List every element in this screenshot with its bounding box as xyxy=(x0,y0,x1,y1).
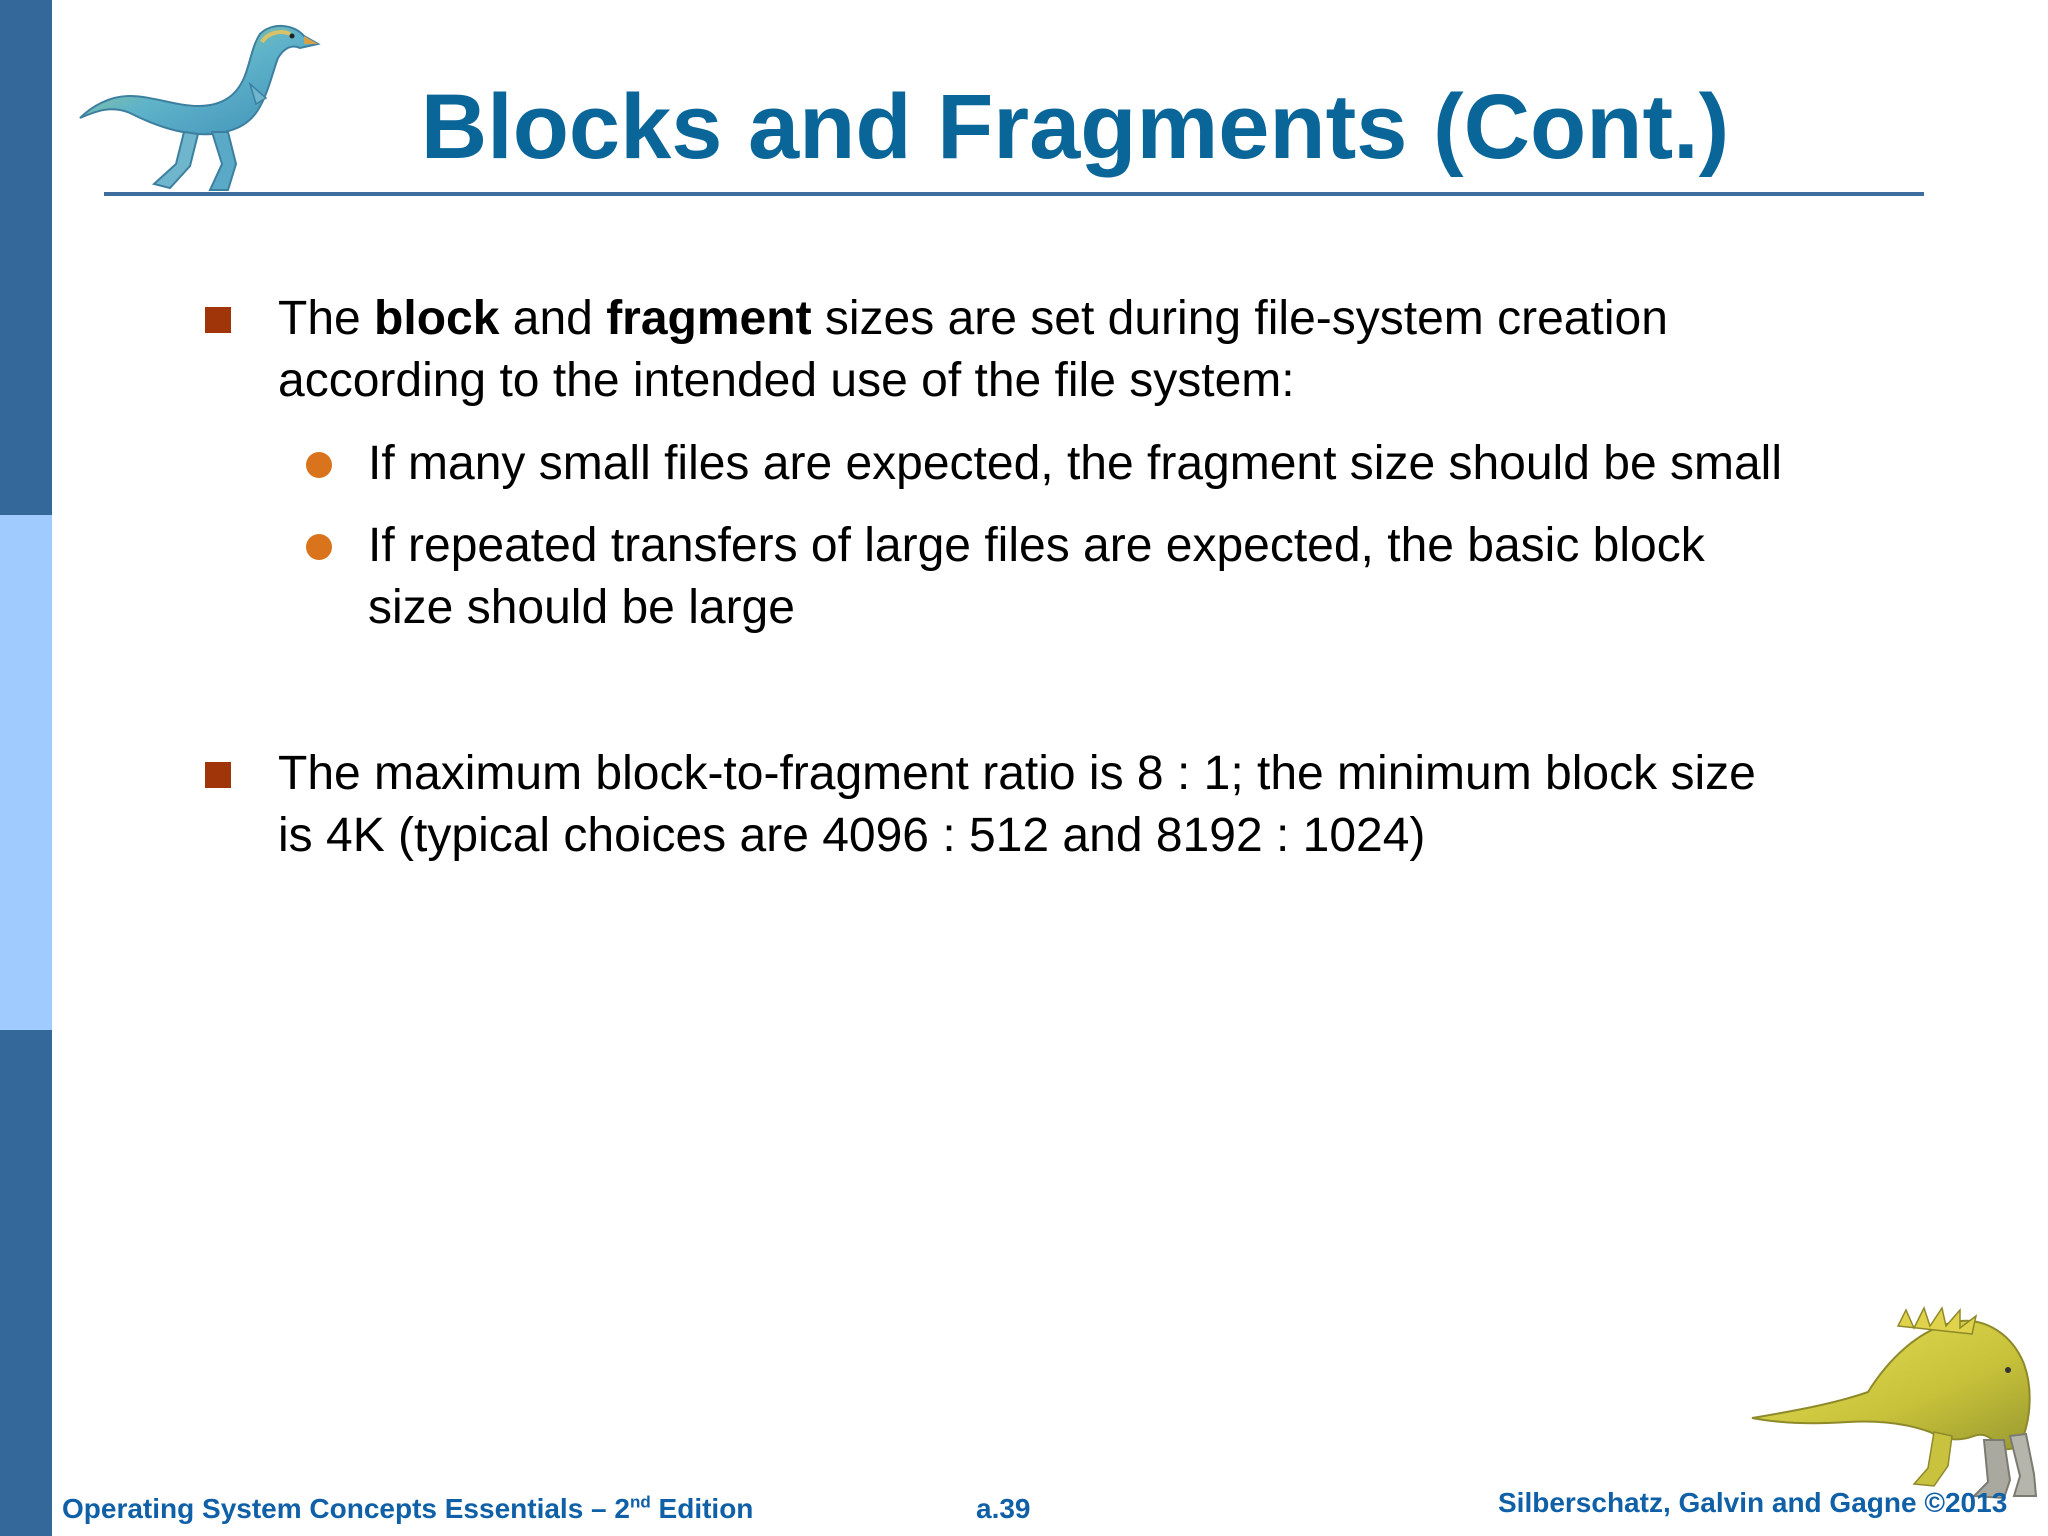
slide-title: Blocks and Fragments (Cont.) xyxy=(420,76,1730,178)
left-stripe-top xyxy=(0,0,52,515)
title-underline xyxy=(104,192,1924,196)
footer-copyright: Silberschatz, Galvin and Gagne ©2013 xyxy=(1498,1487,2008,1518)
bullet-2-line-2: is 4K (typical choices are 4096 : 512 and 8192 : 1024) xyxy=(278,809,1426,862)
sub-bullet-2-line-1: If repeated transfers of large files are expected, the basic block xyxy=(368,519,1705,572)
square-bullet-marker xyxy=(205,762,231,788)
sub-bullet-1-line-1: If many small files are expected, the fragment size should be small xyxy=(368,437,1782,490)
left-stripe-bottom xyxy=(0,1030,52,1536)
round-bullet-marker xyxy=(306,452,332,478)
footer-book-title: Operating System Concepts Essentials – 2nd Edition xyxy=(62,1492,754,1524)
dinosaur-icon xyxy=(72,14,322,196)
bullet-2-line-1: The maximum block-to-fragment ratio is 8 : 1; the minimum block size xyxy=(278,747,1756,800)
square-bullet-marker xyxy=(205,307,231,333)
round-bullet-marker xyxy=(306,534,332,560)
sub-bullet-2-line-2: size should be large xyxy=(368,581,795,634)
dinosaur-icon xyxy=(1748,1300,2038,1505)
left-stripe-middle xyxy=(0,515,52,1030)
footer-page-number: a.39 xyxy=(976,1493,1031,1524)
bullet-1-line-2: according to the intended use of the file system: xyxy=(278,354,1295,407)
bullet-1-line-1: The block and fragment sizes are set during file-system creation xyxy=(278,292,1668,345)
